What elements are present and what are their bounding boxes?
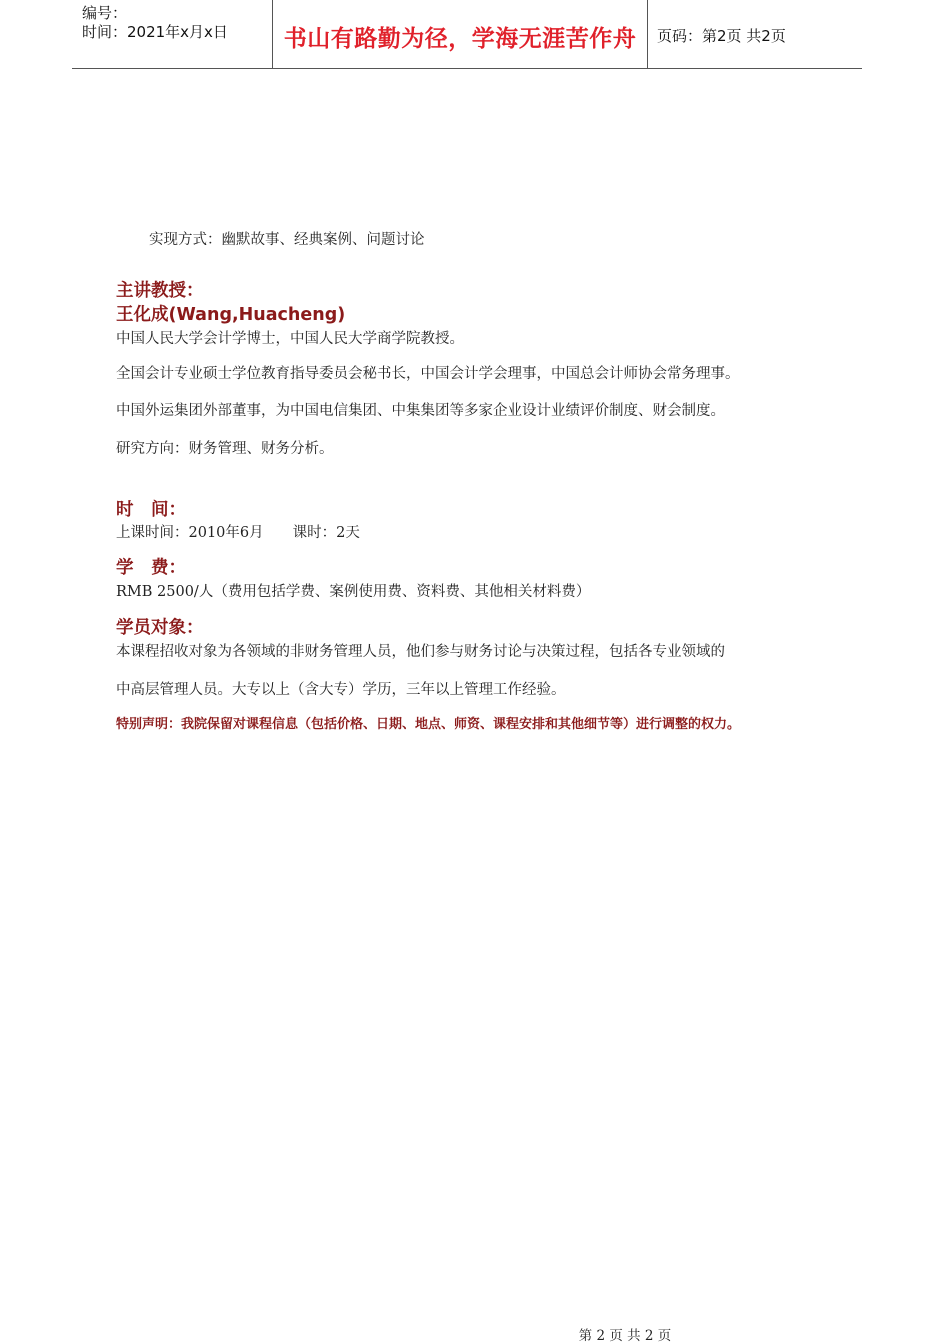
number-label: 编号： — [82, 4, 128, 22]
header-meta-cell — [72, 0, 272, 68]
fee-heading: 学 费： — [116, 558, 186, 578]
bio-line: 全国会计专业硕士学位教育指导委员会秘书长，中国会计学会理事，中国总会计师协会常务理事。 — [116, 366, 740, 382]
page-header — [72, 0, 862, 69]
time-heading: 时 间： — [116, 500, 186, 520]
header-page-cell — [647, 0, 862, 68]
audience-line: 中高层管理人员。大专以上（含大专）学历，三年以上管理工作经验。 — [116, 682, 566, 698]
header-motto-cell — [272, 0, 648, 68]
lecturer-name: 王化成(Wang,Huacheng) — [116, 305, 346, 325]
audience-line: 本课程招收对象为各领域的非财务管理人员，他们参与财务讨论与决策过程，包括各专业领域的 — [116, 644, 725, 660]
page-footer: 第 2 页 共 2 页 — [578, 1328, 672, 1344]
time-text: 上课时间：2010年6月 课时：2天 — [116, 525, 360, 541]
bio-line: 研究方向：财务管理、财务分析。 — [116, 441, 334, 457]
special-notice: 特别声明：我院保留对课程信息（包括价格、日期、地点、师资、课程安排和其他细节等）进行调整的权力。 — [116, 717, 741, 732]
motto-text: 书山有路勤为径，学海无涯苦作舟 — [283, 26, 637, 52]
lecturer-heading: 主讲教授： — [116, 281, 204, 301]
fee-text: RMB 2500/人（费用包括学费、案例使用费、资料费、其他相关材料费） — [116, 584, 591, 600]
page-code: 页码：第2页 共2页 — [657, 27, 786, 45]
bio-line: 中国外运集团外部董事，为中国电信集团、中集集团等多家企业设计业绩评价制度、财会制度。 — [116, 403, 725, 419]
method-line: 实现方式：幽默故事、经典案例、问题讨论 — [149, 232, 425, 248]
time-label: 时间：2021年x月x日 — [82, 23, 228, 41]
audience-heading: 学员对象： — [116, 618, 204, 638]
bio-line: 中国人民大学会计学博士，中国人民大学商学院教授。 — [116, 331, 464, 347]
